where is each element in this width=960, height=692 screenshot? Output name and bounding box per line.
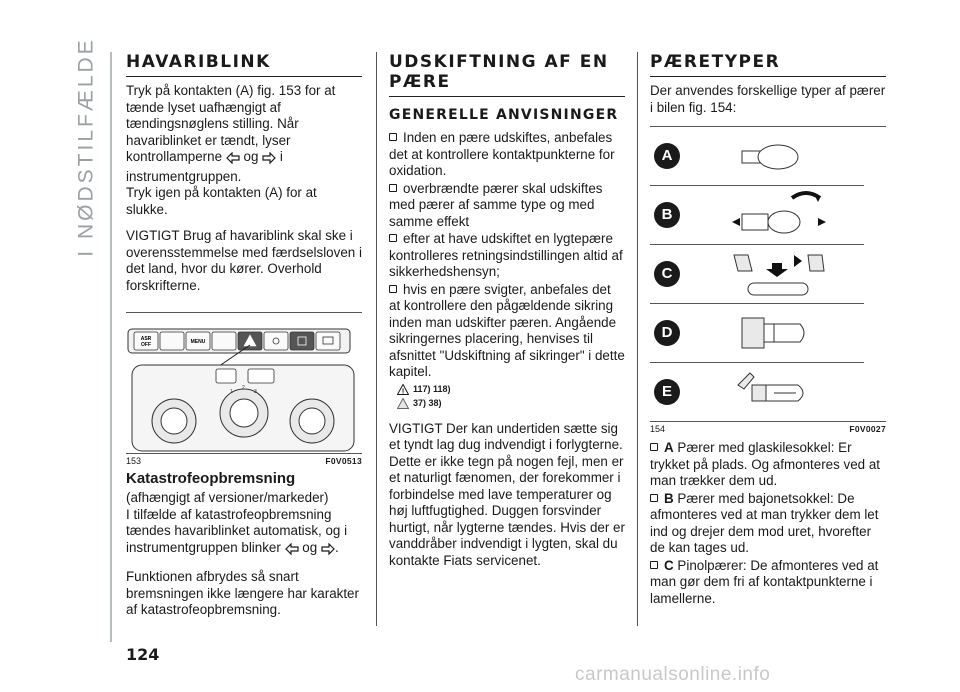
bulb-type-letter: B — [664, 490, 674, 506]
bulb-row-d — [650, 304, 864, 363]
warning-reference-1 — [397, 384, 625, 395]
heading-rule-2 — [389, 96, 625, 97]
checkbox-bullet-icon — [650, 561, 658, 569]
column-bulb-replacement — [389, 52, 625, 579]
bulb-types-intro: Der anvendes forskellige typer af pærer i bilen fig. 154: — [650, 83, 886, 115]
checkbox-bullet-icon — [650, 443, 658, 451]
turn-right-indicator-icon — [262, 152, 276, 169]
checkbox-bullet-icon — [389, 285, 397, 293]
bulb-type-text: Pinolpærer: De afmonteres ved at man gør dem fri af kontaktpunkterne i lamellerne. — [650, 557, 879, 606]
hazard-text-b: instrumentgruppen. — [126, 168, 242, 184]
hazard-text-c: Tryk igen på kontakten (A) for at slukke. — [126, 185, 317, 217]
emergency-text-end: . — [334, 539, 339, 555]
bulb-type-list — [650, 440, 886, 607]
hazard-paragraph-1 — [126, 83, 362, 218]
emergency-text-og: og — [302, 539, 318, 555]
column-divider-1 — [376, 52, 377, 626]
hazard-paragraph-2: VIGTIGT Brug af havariblink skal ske i overensstemmelse med færdselsloven i det land, hvor du kører. Overhold forskrifterne. — [126, 228, 362, 293]
bulb-type-item-c — [650, 558, 886, 608]
heading-hazard: HAVARIBLINK — [126, 52, 271, 72]
subheading-general: GENERELLE ANVISNINGER — [389, 107, 619, 123]
hazard-text-a: Tryk på kontakten (A) fig. 153 for at tænde lyset uafhængigt af tændingsnøglens stilling. Når havariblinket er tændt, lyser kontrollamperne — [126, 83, 336, 164]
bullet-item — [389, 181, 625, 231]
bulb-badge-b: B — [654, 202, 680, 228]
warning-reference-1-text: 117) 118) — [413, 384, 451, 394]
turn-left-indicator-icon — [226, 152, 240, 169]
bulb-types-grid — [650, 127, 864, 421]
checkbox-bullet-icon — [389, 184, 397, 192]
bullet-text: overbrændte pærer skal udskiftes med pærer af samme type og med samme effekt — [389, 180, 603, 229]
turn-left-indicator-icon-2 — [285, 543, 299, 560]
svg-text:3: 3 — [254, 389, 257, 395]
column-hazard-lights — [126, 52, 362, 629]
figure-154-number: 154 — [650, 424, 666, 434]
bulb-type-letter: C — [664, 557, 674, 573]
emergency-braking-versions: (afhængigt af versioner/markeder) — [126, 490, 329, 505]
bulb-row-c — [650, 245, 864, 304]
bulb-type-text: Pærer med bajonetsokkel: De afmonteres ved at man trykker dem let ind og drejer dem mod uret, hvorefter de kan tages ud. — [650, 490, 879, 555]
bullet-text: hvis en pære svigter, anbefales det at kontrollere den pågældende sikring inden man udskifter pæren. Angående sikringernes placering, henvises til afsnittet "Udskiftning af sikringer" i dette kapitel. — [389, 281, 625, 379]
menu-label: MENU — [190, 339, 206, 345]
asr-off-label-2: OFF — [141, 342, 151, 348]
heading-bulb-replacement: UDSKIFTNING AF EN PÆRE — [389, 52, 609, 92]
figure-154-caption — [650, 424, 886, 434]
bulb-type-item-b — [650, 491, 886, 557]
warning-reference-2-text: 37) 38) — [413, 398, 442, 408]
warning-triangle-icon — [397, 384, 409, 395]
bulb-badge-a: A — [654, 143, 680, 169]
bulb-badge-c: C — [654, 261, 680, 287]
page-number: 124 — [126, 645, 160, 664]
checkbox-bullet-icon — [650, 494, 658, 502]
warning-reference-2 — [397, 398, 625, 409]
column-bulb-types — [650, 52, 886, 608]
halogen-h4-bulb-icon — [738, 310, 818, 358]
bullet-item — [389, 282, 625, 381]
side-divider — [110, 52, 112, 642]
heading-rule — [126, 76, 362, 77]
festoon-bulb-icon — [728, 249, 838, 301]
checkbox-bullet-icon — [389, 133, 397, 141]
figure-154-code: F0V0027 — [849, 424, 886, 434]
asr-off-label: ASR — [140, 336, 152, 342]
column-divider-2 — [637, 52, 638, 626]
bulb-row-b — [650, 186, 864, 245]
bulb-row-e — [650, 363, 864, 421]
svg-text:2: 2 — [242, 385, 245, 391]
section-side-tab — [74, 37, 100, 257]
emergency-braking-title: Katastrofeopbremsning — [126, 470, 296, 487]
watermark: carmanualsonline.info — [575, 664, 771, 685]
figure-154 — [650, 126, 886, 434]
figure-153 — [126, 312, 362, 466]
figure-153-caption — [126, 456, 362, 466]
svg-text:1: 1 — [230, 389, 233, 395]
bullet-item — [389, 231, 625, 281]
emergency-braking-stop-paragraph: Funktionen afbrydes så snart bremsningen ikke længere har karakter af katastrofeopbremsning. — [126, 569, 359, 617]
bullet-text: efter at have udskiftet en lygtepære kontrolleres retningsindstillingen altid af sikkerhedshensyn; — [389, 231, 623, 279]
wedge-base-bulb-icon — [738, 137, 808, 177]
figure-bottom-line — [126, 453, 362, 454]
bulb-type-letter: A — [664, 440, 674, 455]
condensation-paragraph: VIGTIGT Der kan undertiden sætte sig et tyndt lag dug indvendigt i forlygterne. Dette er ikke tegn på nogen fejl, men er et naturligt fænomen, der forekommer i forbindelse med lave temperaturer og høj luftfugtighed. Duggen forsvinder hurtigt, når lygterne tændes. Hvis der er vanddråber indvendigt i lygten, skal du kontakte Fiats servicenet. — [389, 420, 625, 568]
turn-right-indicator-icon-2 — [321, 543, 335, 560]
bayonet-base-bulb-icon — [728, 186, 838, 244]
figure-153-number: 153 — [126, 456, 142, 466]
emergency-braking-paragraph — [126, 507, 362, 560]
hazard-text-og: og — [243, 149, 259, 164]
heading-bulb-types: PÆRETYPER — [650, 52, 781, 72]
bulb-type-text: Pærer med glaskilesokkel: Er trykket på plads. Og afmonteres ved at man trækker dem ud. — [650, 440, 880, 488]
figure-153-code: F0V0513 — [325, 456, 362, 466]
bullet-text: Inden en pære udskiftes, anbefales det at kontrollere kontaktpunkterne for oxidation. — [389, 130, 615, 178]
bulb-type-item-a — [650, 440, 886, 490]
halogen-h7-bulb-icon — [734, 367, 824, 417]
emergency-text-a: I tilfælde af katastrofeopbremsning tændes havariblinket automatisk, og i instrumentgruppen blinker — [126, 506, 348, 555]
dashboard-control-panel-illustration — [126, 313, 362, 453]
figure-bottom-line — [650, 421, 886, 422]
bulb-row-a — [650, 127, 864, 186]
svg-text:!: ! — [401, 388, 405, 395]
heading-rule-3 — [650, 76, 886, 77]
bulb-badge-d: D — [654, 320, 680, 346]
checkbox-bullet-icon — [389, 234, 397, 242]
bullet-item — [389, 130, 625, 180]
attention-triangle-icon — [397, 398, 409, 409]
hazard-text-i: i — [279, 149, 283, 164]
section-side-tab-label: I NØDSTILFÆLDE — [75, 37, 98, 257]
bulb-badge-e: E — [654, 379, 680, 405]
